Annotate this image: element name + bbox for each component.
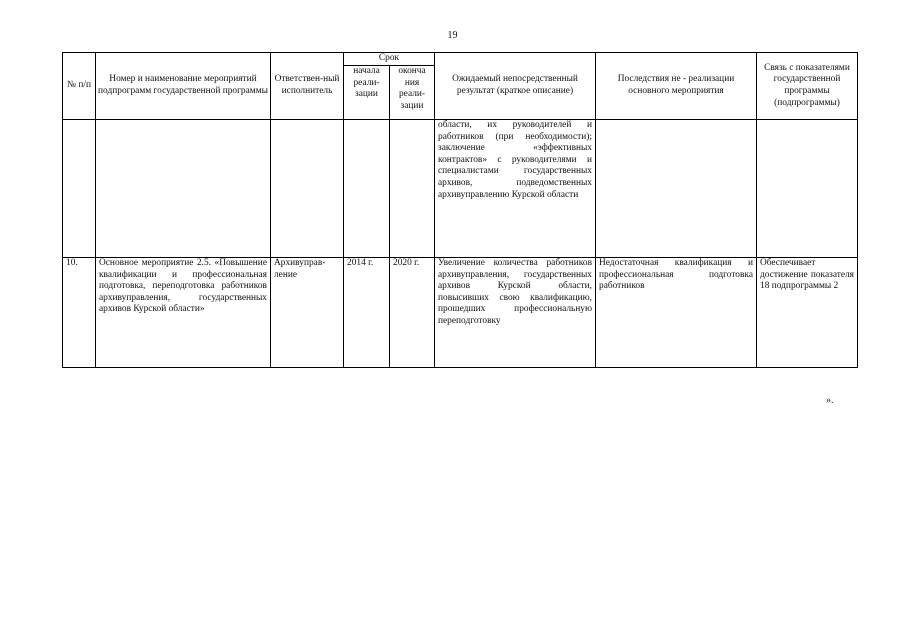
cell-end	[390, 120, 435, 258]
cell-start: 2014 г.	[344, 258, 390, 368]
program-measures-table	[62, 52, 858, 368]
cell-link	[757, 120, 858, 258]
cell-consequences	[596, 120, 757, 258]
cell-result: Увеличение количества работников архивуправления, государственных архивов Курской области, повысивших свою квалификацию, прошедших профессиональную переподготовку	[435, 258, 596, 368]
table-row	[63, 120, 858, 258]
cell-num	[63, 120, 96, 258]
cell-consequences: Недостаточная квалификация и профессиональная подготовка работников	[596, 258, 757, 368]
table-row	[63, 258, 858, 368]
cell-name: Основное мероприятие 2.5. «Повышение квалификации и профессиональная подготовка, переподготовка работников архивуправления, государственных архивов Курской области»	[96, 258, 271, 368]
header-result: Ожидаемый непосредственный результат (краткое описание)	[435, 53, 596, 120]
cell-num: 10.	[63, 258, 96, 368]
page-number: 19	[447, 30, 458, 41]
cell-link: Обеспечивает достижение показателя 18 подпрограммы 2	[757, 258, 858, 368]
cell-responsible: Архивуправ-ление	[271, 258, 344, 368]
header-name: Номер и наименование мероприятий подпрограмм государственной программы	[96, 53, 271, 120]
header-consequences: Последствия не - реализации основного мероприятия	[596, 53, 757, 120]
header-term: Срок	[344, 53, 435, 66]
cell-start	[344, 120, 390, 258]
cell-name	[96, 120, 271, 258]
cell-end: 2020 г.	[390, 258, 435, 368]
closing-quote-mark: ».	[826, 395, 834, 406]
header-term-end: оконча ния реали-зации	[390, 66, 435, 120]
header-link: Связь с показателями государственной программы (подпрограммы)	[757, 53, 858, 120]
header-term-start: начала реали-зации	[344, 66, 390, 120]
header-responsible: Ответствен-ный исполнитель	[271, 53, 344, 120]
cell-result: области, их руководителей и работников (при необходимости); заключение «эффективных контрактов» с руководителями и специалистами государственных архивов, подведомственных архивуправлению Курской области	[435, 120, 596, 258]
header-num: № п/п	[63, 53, 96, 120]
cell-responsible	[271, 120, 344, 258]
